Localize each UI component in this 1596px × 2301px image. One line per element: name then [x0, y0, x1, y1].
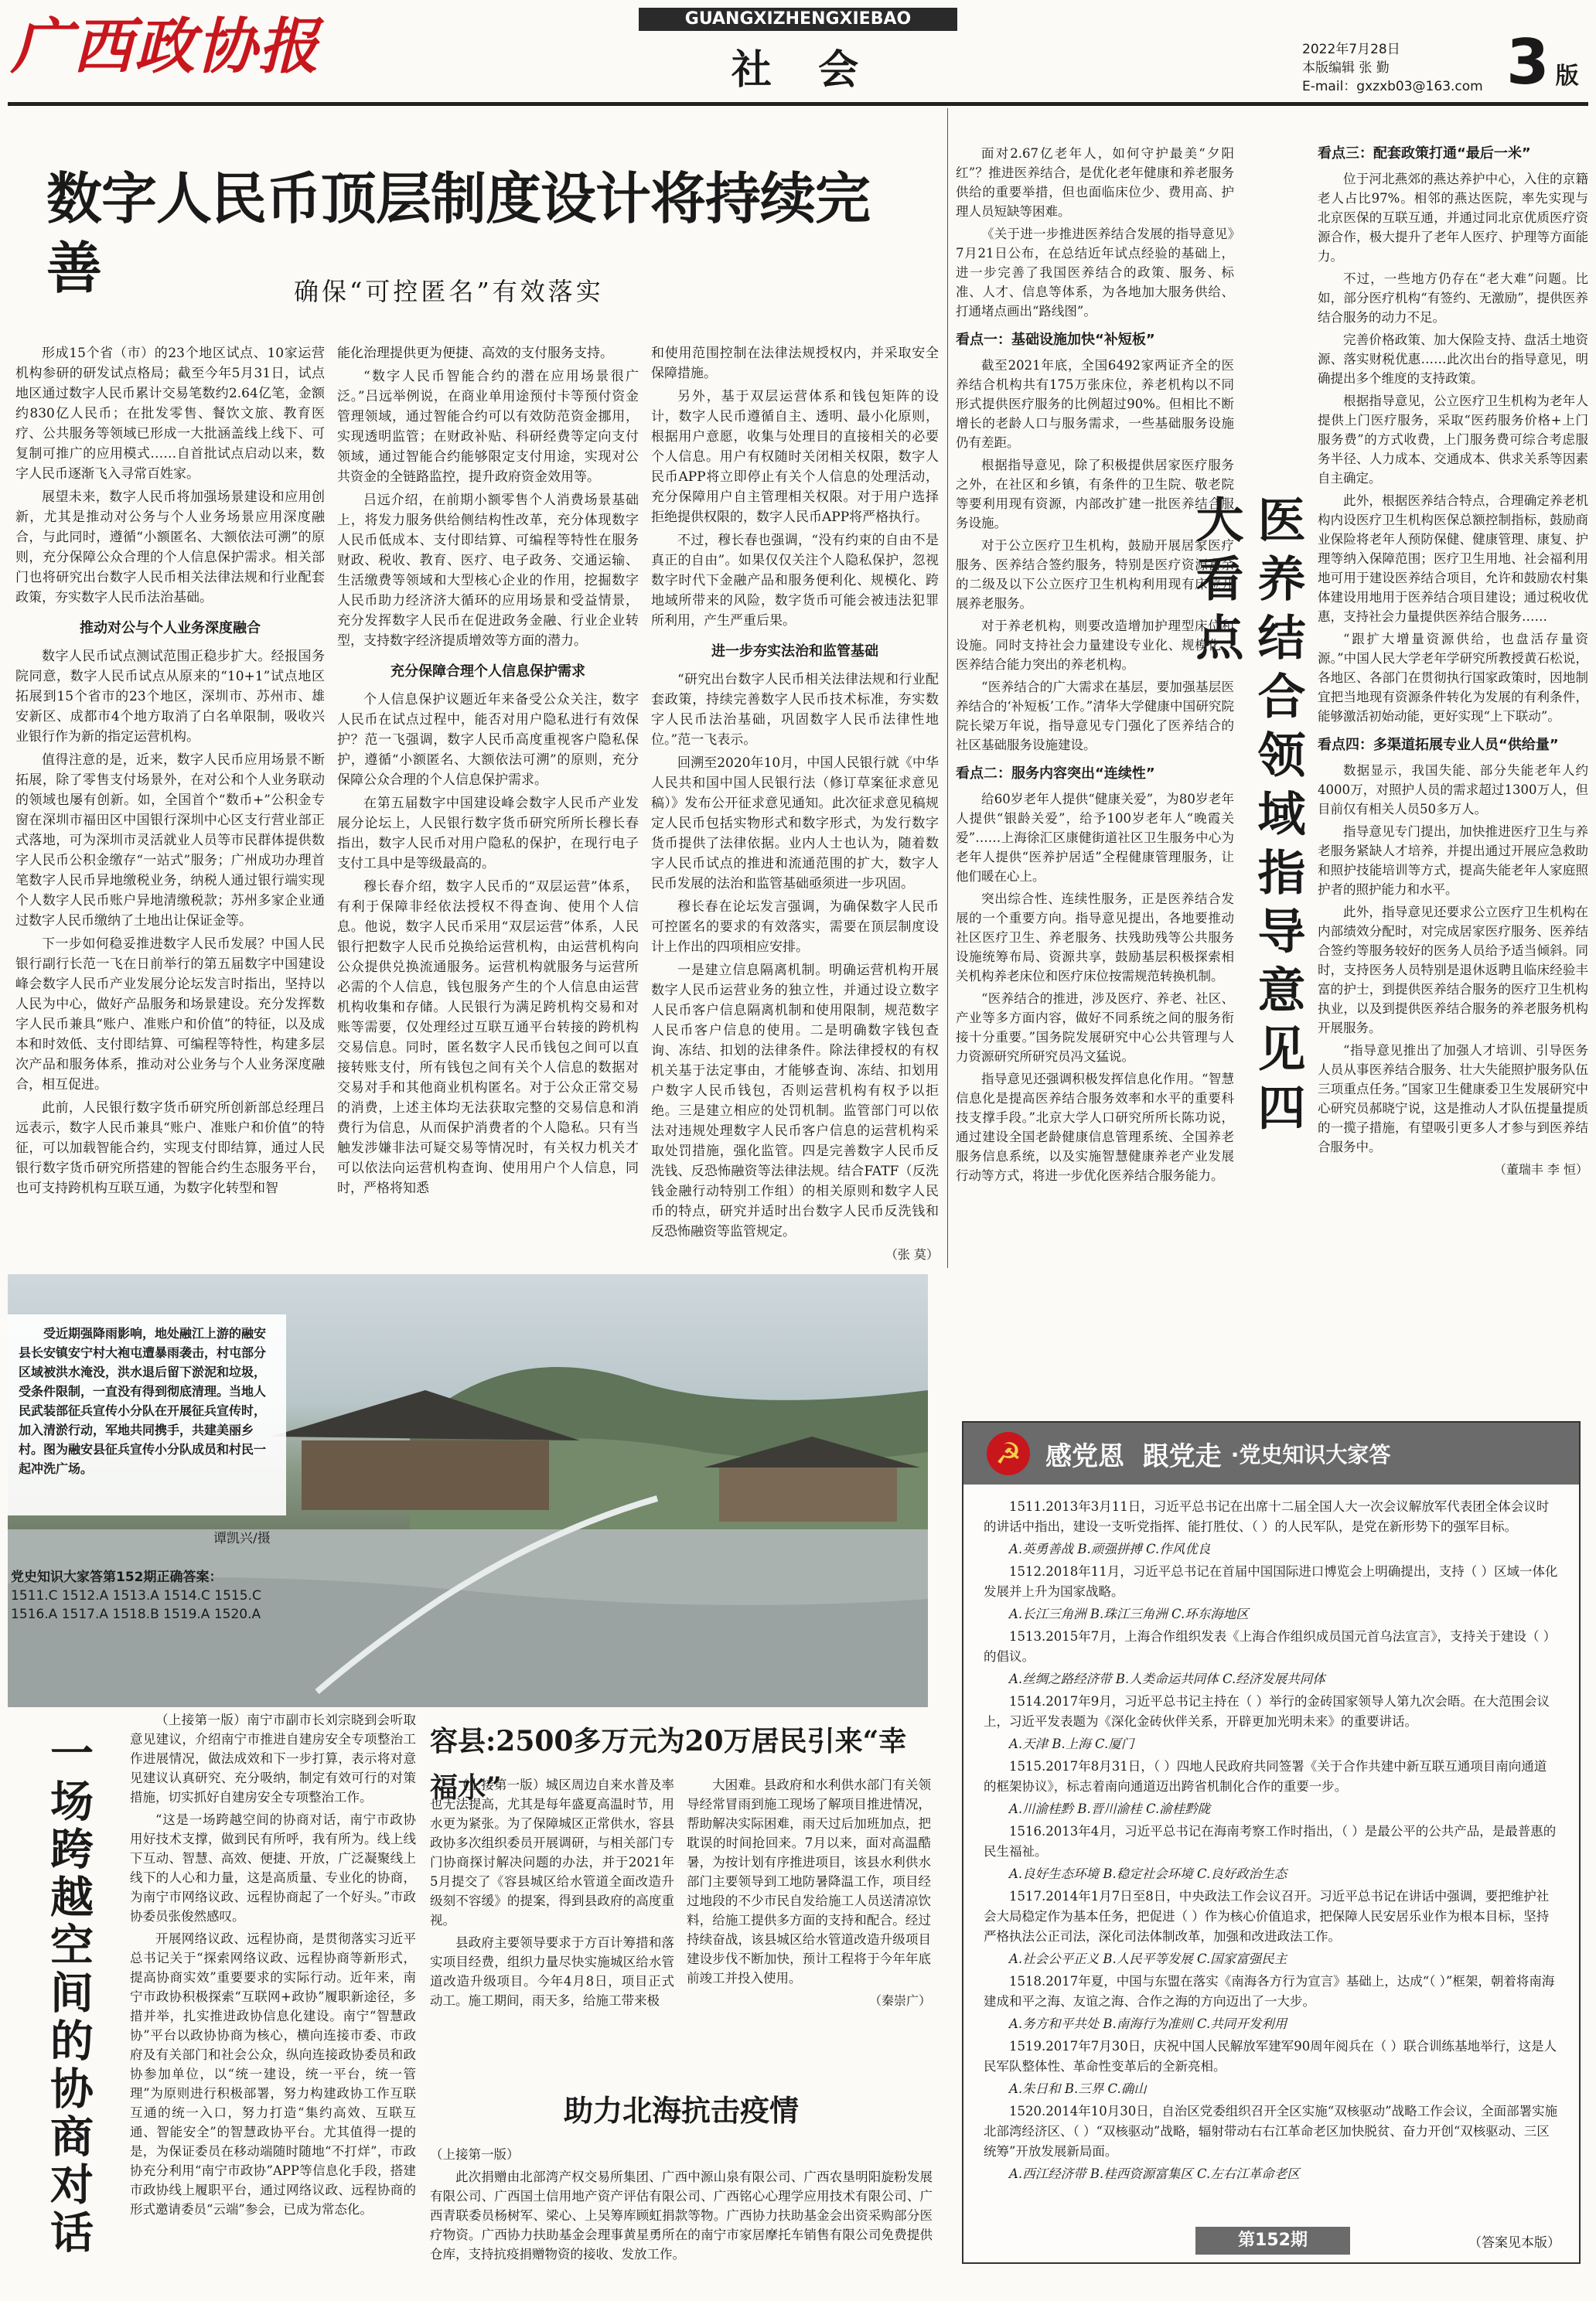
lead-col1-para-5: 下一步如何稳妥推进数字人民币发展？中国人民银行副行长范一飞在日前举行的第五届数字中国建设峰会数字人民币产业发展分论坛发言时指出，坚持以人民为中心，做好产品服务和场景建设。充分发挥数字人民币兼具“账户、准账户和价值”的特征，以及成本和时效低、支付即结算、可编程等特性，构建多层次产品和服务体系，推动对公业务与个人业务深度融合，相互促进。	[15, 936, 325, 1093]
quiz-options: A.丝绸之路经济带 B.人类命运共同体 C.经济发展共同体	[1009, 1672, 1325, 1686]
quiz-issue-tab	[1195, 2227, 1350, 2255]
quiz-question: 1518.2017年夏，中国与东盟在落实《南海各方行为宣言》基础上，达成“（ ）”框架，朝着将南海建成和平之海、友谊之海、合作之海的方向迈出了一大步。	[984, 1974, 1555, 2009]
elder-intro-2: 《关于进一步推进医养结合发展的指导意见》7月21日公布，在总结近年试点经验的基础上，进一步完善了我国医养结合的政策、服务、标准、人才、信息等体系，为各地加大服务供给、打通堵点画出“路线图”。	[956, 227, 1234, 319]
elder-p2-para-1: 给60岁老年人提供“健康关爱”，为80岁老年人提供“银龄关爱”，给予100岁老年人“晚霞关爱”……上海徐汇区康健街道社区卫生服务中心为老年人提供“医养护居适”全程健康管理服务，让他们暖在心上。	[956, 792, 1234, 884]
lead-col1-para-1: 形成15个省（市）的23个地区试点、10家运营机构参研的研发试点格局；截至今年5月31日，试点地区通过数字人民币累计交易笔数约2.64亿笔，金额约830亿人民币；在批发零售、餐饮文旅、教育医疗、公共服务等领域已形成一大批涵盖线上线下、可复制可推广的应用模式……自首批试点启动以来，数字人民币逐渐飞入寻常百姓家。	[15, 346, 325, 482]
elder-p2-para-4: 指导意见还强调积极发挥信息化作用。“智慧信息化是提高医养结合服务效率和水平的重要科技支撑手段。”北京大学人口研究所所长陈功说，通过建设全国老龄健康信息管理系统、全国养老服务信息系统，以及实施智慧健康养老产业发展行动等方式，将进一步优化医养结合服务能力。	[956, 1072, 1234, 1183]
quiz-issue: 第152期	[1238, 2231, 1308, 2250]
elder-byline: （董瑞丰 李 恒）	[1493, 1162, 1588, 1177]
photo-caption: 受近期强降雨影响，地处融江上游的融安县长安镇安宁村大袍屯遭暴雨袭击，村屯部分区域被洪水淹没，洪水退后留下淤泥和垃圾，受条件限制，一直没有得到彻底清理。当地人民武装部征兵宣传小分队在开展征兵宣传时，加入清淤行动，军地共同携手，共建美丽乡村。图为融安县征兵宣传小分队成员和村民一起冲洗广场。	[19, 1326, 267, 1476]
water-para-2: 县政府主要领导要求于方百计筹措和落实项目经费，组织力量尽快实施城区给水管道改造升级项目。今年4月8日，项目正式动工。施工期间，雨天多，给施工带来极	[430, 1935, 674, 2008]
consult-para-2: “这是一场跨越空间的协商对话，南宁市政协用好技术支撑，做到民有所呼，我有所为。线上线下互动、智慧、高效、便捷、开放，广泛凝聚线上线下的人心和力量，这是高质量、专业化的协商，为南宁市网络议政、远程协商起了一个好头。”市政协委员张俊然感叹。	[130, 1812, 416, 1924]
quiz-item	[984, 2037, 1559, 2099]
consult-para-1: （上接第一版）南宁市副市长刘宗晓到会听取意见建议，介绍南宁市推进自建房安全专项整治工作进展情况，做法成效和下一步打算，表示将对意见建议认真研究、充分吸纳，制定有效可行的对策措施，切实抓好自建房安全专项整治工作。	[130, 1713, 416, 1805]
quiz-title-sub: ·党史知识大家答	[1230, 1442, 1391, 1468]
beihai-column	[430, 2145, 933, 2267]
quiz-footer	[963, 2227, 1579, 2255]
quiz-question: 1511.2013年3月11日，习近平总书记在出席十二届全国人大一次会议解放军代表团全体会议时的讲话中指出，建设一支听党指挥、能打胜仗、（ ）的人民军队，是党在新形势下的强军目标。	[984, 1499, 1550, 1534]
lead-byline: （张 莫）	[885, 1247, 939, 1262]
answers-line-2: 1516.A 1517.A 1518.B 1519.A 1520.A	[11, 1607, 261, 1622]
elder-p2-para-3: “医养结合的推进，涉及医疗、养老、社区、产业等多方面内容，做好不同系统之间的服务衔接十分重要。”国务院发展研究中心公共管理与人力资源研究所研究员冯文猛说。	[956, 991, 1234, 1064]
quiz-item	[984, 1562, 1559, 1624]
quiz-item	[984, 1972, 1559, 2034]
quiz-question: 1512.2018年11月，习近平总书记在首届中国国际进口博览会上明确提出，支持（ ）区域一体化发展并上升为国家战略。	[984, 1564, 1558, 1599]
quiz-items	[963, 1485, 1579, 2184]
quiz-item	[984, 1627, 1559, 1689]
elder-p1-para-3: 对于公立医疗卫生机构，鼓励开展居家医疗服务、医养结合签约服务，特别是医疗资源富余的二级及以下公立医疗卫生机构利用现有床位开展养老服务。	[956, 538, 1234, 611]
elder-p3-para-5: 此外，根据医养结合特点，合理确定养老机构内设医疗卫生机构医保总额控制指标，鼓励商业保险将老年人预防保健、健康管理、康复、护理等纳入保障范围；医疗卫生用地、社会福利用地可用于建设医养结合项目，允许和鼓励农村集体建设用地用于医养结合项目建设；通过税收优惠，支持社会力量提供医养结合服务……	[1318, 493, 1588, 624]
masthead-rule	[8, 102, 1588, 106]
quiz-options: A.川渝桂黔 B.晋川渝桂 C.渝桂黔陇	[1009, 1802, 1211, 1816]
quiz-question: 1515.2017年8月31日，（ ）四地人民政府共同签署《关于合作共建中新互联互通项目南向通道的框架协议》，标志着南向通道迈出跨省机制化合作的重要一步。	[984, 1759, 1547, 1794]
elder-p3-para-2: 不过，一些地方仍存在“老大难”问题。比如，部分医疗机构“有签约、无激励”，提供医养结合服务的动力不足。	[1318, 271, 1588, 325]
answers-title: 党史知识大家答第152期正确答案：	[11, 1570, 223, 1585]
elder-p1-para-4: 对于养老机构，则要改造增加护理型床位和设施。同时支持社会力量建设专业化、规模化、医养结合能力突出的养老机构。	[956, 619, 1234, 672]
lead-col2-para-2: “数字人民币智能合约的潜在应用场景很广泛。”吕远举例说，在商业单用途预付卡等预付资金管理领域，通过智能合约可以有效防范资金挪用，实现透明监管；在财政补贴、科研经费等定向支付领域，通过智能合约能够限定支付用途，实现对公共资金的全链路监控，提升政府资金效用等。	[337, 369, 639, 485]
elder-p3-para-1: 位于河北燕郊的燕达养护中心，入住的京籍老人占比97%。相邻的燕达医院，率先实现与北京医保的互联互通，并通过同北京优质医疗资源合作，极大提升了老年人医疗、护理等方面能力。	[1318, 172, 1588, 264]
lead-col1-para-2: 展望未来，数字人民币将加强场景建设和应用创新，尤其是推动对公务与个人业务场景应用深度融合，与此同时，遵循“小额匿名、大额依法可溯”的原则，充分保障公众合理的个人信息保护需求。相关部门也将研究出台数字人民币相关法律法规和行业配套政策，夯实数字人民币法治基础。	[15, 489, 325, 605]
lead-col2-para-6: 穆长春介绍，数字人民币的“双层运营”体系，有利于保障非经依法授权不得查询、使用个人信息。他说，数字人民币采用“双层运营”体系，人民银行把数字人民币兑换给运营机构，由运营机构向公众提供兑换流通服务。运营机构就服务与运营所必需的个人信息，钱包服务产生的个人信息由运营机构收集和存储。人民银行为满足跨机构交易和对账等需要，仅处理经过互联互通平台转接的跨机构交易信息。同时，匿名数字人民币钱包之间可以直接转账支付，所有钱包之间有关个人信息的数据对交易对手和其他商业机构匿名。对于公众正常交易的消费，上述主体均无法获取完整的交易信息和消费行为信息，从而保护消费者的个人隐私。只有当触发涉嫌非法可疑交易等情况时，有关权力机关才可以依法向运营机构查询、使用用户个人信息，同时，严格将知悉	[337, 879, 639, 1196]
pinyin-label: GUANGXIZHENGXIEBAO	[684, 9, 912, 29]
quiz-options: A.长江三角洲 B.珠江三角洲 C.环东海地区	[1009, 1607, 1249, 1621]
photo-credit: 谭凯兴/摄	[213, 1531, 271, 1546]
elder-p3-para-6: “跟扩大增量资源供给，也盘活存量资源。”中国人民大学老年学研究所教授黄石松说，各地区、各部门在贯彻执行国家政策时，因地制宜把当地现有资源条件转化为发展的有利条件，能够激活初始动能，更好实现“上下联动”。	[1318, 632, 1588, 724]
lead-column-2	[337, 343, 639, 1202]
issue-email: E-mail：gxzxb03@163.com	[1302, 79, 1483, 94]
lead-col3-para-3: 不过，穆长春也强调，“没有约束的自由不是真正的自由”。如果仅仅关注个人隐私保护，忽视数字时代下金融产品和服务便利化、规模化、跨地域所带来的风险，数字货币可能会被违法犯罪所利用，产生严重后果。	[651, 533, 939, 629]
issue-meta	[1302, 40, 1503, 96]
lead-col1-para-4: 值得注意的是，近来，数字人民币应用场景不断拓展，除了零售支付场景外，在对公和个人业务联动的领域也屡有创新。如，全国首个“数币+”公积金专窗在深圳市福田区中国银行深圳中心区支行营业部正式落地，可为深圳市灵活就业人员等市民群体提供数字人民币公积金缴存“一站式”服务；广州成功办理首笔数字人民币异地缴税业务，纳税人通过银行端实现个人数字人民币账户异地清缴税款；苏州多家企业通过数字人民币缴纳了土地出让保证金等。	[15, 752, 325, 929]
quiz-options: A.社会公平正义 B.人民平等发展 C.国家富强民主	[1009, 1952, 1287, 1966]
masthead-logo	[11, 5, 320, 90]
elder-vertical-headline: 医养结合领域指导意见四大看点	[1188, 495, 1306, 1141]
party-emblem-icon: ☭	[987, 1432, 1030, 1475]
logo-text: 广西政协报	[11, 12, 321, 82]
quiz-item	[984, 1822, 1559, 1884]
lead-col3-para-1: 和使用范围控制在法律法规授权内，并采取安全保障措施。	[651, 346, 939, 381]
answers-line-1: 1511.C 1512.A 1513.A 1514.C 1515.C	[11, 1588, 261, 1604]
section-title: 社 会	[731, 46, 865, 94]
issue-editor: 本版编辑 张 勤	[1302, 60, 1390, 76]
quiz-header	[963, 1423, 1579, 1485]
lead-col3-para-5: 回溯至2020年10月，中国人民银行就《中华人民共和国中国人民银行法（修订草案征求意见稿）》发布公开征求意见通知。此次征求意见稿规定人民币包括实物形式和数字形式，为发行数字货币提供了法律依据。业内人士也认为，随着数字人民币试点的推进和流通范围的扩大，数字人民币发展的法治和监管基础亟须进一步巩固。	[651, 755, 939, 891]
elder-p4-para-1: 数据显示，我国失能、部分失能老年人约4000万，对照护人员的需求超过1300万人，但目前仅有相关人员50多万人。	[1318, 763, 1588, 816]
quiz-item	[984, 1497, 1559, 1560]
lead-column-1	[15, 343, 325, 1202]
elder-p3-para-3: 完善价格政策、加大保险支持、盘活土地资源、落实财税优惠……此次出台的指导意见，明确提出多个维度的支持政策。	[1318, 332, 1588, 386]
lead-col1-para-6: 此前，人民银行数字货币研究所创新部总经理吕远表示，数字人民币兼具“账户、准账户和价值”的特征，可以加载智能合约，实现支付即结算，通过人民银行数字货币研究所搭建的智能合约生态服务平台，也可支持跨机构互联互通，为数字化转型和智	[15, 1100, 325, 1196]
lead-col3-para-2: 另外，基于双层运营体系和钱包矩阵的设计，数字人民币遵循自主、透明、最小化原则，根据用户意愿，收集与处理目的直接相关的必要个人信息。用户有权随时关闭相关权限，数字人民币APP将立即停止有关个人信息的处理活动，充分保障用户自主管理相关权限。对于用户选择拒绝提供权限的，数字人民币APP将严格执行。	[651, 389, 939, 525]
elder-point-2: 看点二：服务内容突出“连续性”	[956, 765, 1155, 782]
lead-subhead: 确保“可控匿名”有效落实	[294, 277, 604, 306]
quiz-question: 1514.2017年9月，习近平总书记主持在（ ）举行的金砖国家领导人第九次会晤。在大范围会议上，习近平发表题为《深化金砖伙伴关系，开辟更加光明未来》的重要讲话。	[984, 1694, 1550, 1729]
lead-col3-para-4: “研究出台数字人民币相关法律法规和行业配套政策，持续完善数字人民币技术标准，夯实数字人民币法治基础，巩固数字人民币法律性地位。”范一飞表示。	[651, 672, 939, 748]
column-divider	[947, 108, 948, 1268]
elder-p4-para-2: 指导意见专门提出，加快推进医疗卫生与养老服务紧缺人才培养，并提出通过开展应急救助和照护技能培训等方式，提高失能老年人家庭照护者的照护能力和水平。	[1318, 824, 1588, 897]
lead-subheading-2: 充分保障合理个人信息保护需求	[390, 663, 585, 680]
issue-date: 2022年7月28日	[1302, 42, 1400, 57]
lead-col2-para-5: 在第五届数字中国建设峰会数字人民币产业发展分论坛上，人民银行数字货币研究所所长穆长春指出，数字人民币对用户隐私的保护，在现行电子支付工具中是等级最高的。	[337, 796, 639, 871]
quiz-options: A.天津 B.上海 C.厦门	[1009, 1737, 1134, 1751]
elder-point-4: 看点四：多渠道拓展专业人员“供给量”	[1318, 737, 1559, 753]
quiz-item	[984, 1692, 1559, 1754]
lead-col1-para-3: 数字人民币试点测试范围正稳步扩大。经报国务院同意，数字人民币试点从原来的“10+1”试点地区拓展到15个省市的23个地区，深圳市、苏州市、雄安新区、成都市4个地方取消了白名单限制，吸收兴业银行作为新的指定运营机构。	[15, 649, 325, 745]
elder-column-2	[1318, 144, 1588, 1179]
consult-para-3: 开展网络议政、远程协商，是贯彻落实习近平总书记关于“探索网络议政、远程协商等新形式，提高协商实效”重要要求的实际行动。近年来，南宁市政协积极探索“互联网+政协”履职新途径，多措并举，扎实推进政协信息化建设。南宁“智慧政协”平台以政协协商为核心，横向连接市委、市政府及有关部门和社会公众，纵向连接政协委员和政协参加单位，以“统一建设，统一平台，统一管理”为原则进行积极部署，努力构建政协工作互联互通的统一入口，努力打造“集约高效、互联互通、智能安全”的智慧政协平台。尤其值得一提的是，为保证委员在移动端随时随地“不打烊”，市政协充分利用“南宁市政协”APP等信息化手段，搭建市政协线上履职平台，通过网络议政、远程协商的形式邀请委员“云端”参会，已成为常态化。	[130, 1931, 416, 2217]
lead-col2-para-3: 吕远介绍，在前期小额零售个人消费场景基础上，将发力服务供给侧结构性改革，充分体现数字人民币低成本、支付即结算、可编程等特性在服务财政、税收、教育、医疗、电子政务、交通运输、生活缴费等领域和大型核心企业的作用，挖掘数字人民币助力经济济大循环的应用场景和受益情景，充分发挥数字人民币在促进政务金融、行业企业转型，支持数字经济提质增效等方面的潜力。	[337, 493, 639, 649]
quiz-options: A.西江经济带 B.桂西资源富集区 C.左右江革命老区	[1009, 2166, 1300, 2181]
lead-col3-para-6: 穆长春在论坛发言强调，为确保数字人民币可控匿名的要求的有效落实，需要在顶层制度设计上作出的四项相应安排。	[651, 899, 939, 955]
elder-point-1: 看点一：基础设施加快“补短板”	[956, 332, 1155, 348]
elder-p3-para-4: 根据指导意见，公立医疗卫生机构为老年人提供上门医疗服务，采取“医药服务价格+上门服务费”的方式收费，上门服务费可综合考虑服务半径、人力成本、交通成本、供求关系等因素自主确定。	[1318, 394, 1588, 486]
elder-p4-para-4: “指导意见推出了加强人才培训、引导医务人员从事医养结合服务、壮大失能照护服务队伍三项重点任务。”国家卫生健康委卫生发展研究中心研究员郝晓宁说，这是推动人才队伍提量提质的一揽子措施，有望吸引更多人才参与到医养结合服务中。	[1318, 1043, 1588, 1154]
lead-col3-para-7: 一是建立信息隔离机制。明确运营机构开展数字人民币运营业务的独立性，并通过设立数字人民币客户信息隔离机制和使用限制，规范数字人民币客户信息的使用。二是明确数字钱包查询、冻结、扣划的法律条件。除法律授权的有权机关基于法定事由，才能够查询、冻结、扣划用户数字人民币钱包，否则运营机构有权予以拒绝。三是建立相应的处罚机制。监管部门可以依法对违规处理数字人民币客户信息的运营机构采取处罚措施，强化监管。四是完善数字人民币反洗钱、反恐怖融资等法律法规。结合FATF（反洗钱金融行动特别工作组）的相关原则和数字人民币的特点，研究并适时出台数字人民币反洗钱和反恐怖融资等监管规定。	[651, 963, 939, 1239]
beihai-para-2: 此次捐赠由北部湾产权交易所集团、广西中源山泉有限公司、广西农垦明阳旋粉发展有限公司、广西国土信用地产资产评估有限公司、广西铭心心理学应用技术有限公司、广西青联委员杨树军、梁心、上吴筹库顾虹捐款等物。广西协力扶助基金会出资采购部分医疗物资。广西协力扶助基金会理事黄星勇所在的南宁市家居摩托车销售有限公司免费提供仓库，支持抗疫捐赠物资的接收、发放工作。	[430, 2170, 933, 2262]
quiz-options: A.良好生态环境 B.稳定社会环境 C.良好政治生态	[1009, 1866, 1287, 1881]
quiz-question: 1520.2014年10月30日，自治区党委组织召开全区实施“双核驱动”战略工作会议，全面部署实施北部湾经济区、（ ）“双核驱动”战略，辐射带动右右江革命老区加快脱贫、奋力开创“双核驱动、三区统筹”开放发展新局面。	[984, 2104, 1558, 2159]
elder-intro-1: 面对2.67亿老年人，如何守护最美“夕阳红”？推进医养结合，是优化老年健康和养老服务供给的重要举措，但也面临床位少、费用高、护理人员短缺等困难。	[956, 146, 1234, 219]
elder-p1-para-5: “医养结合的广大需求在基层，要加强基层医养结合的‘补短板’工作。”清华大学健康中国研究院院长梁万年说，指导意见专门强化了医养结合的社区基础服务设施建设。	[956, 680, 1234, 752]
quiz-question: 1516.2013年4月，习近平总书记在海南考察工作时指出，（ ）是最公平的公共产品，是最普惠的民生福祉。	[984, 1824, 1557, 1859]
elder-p1-para-2: 根据指导意见，除了积极提供居家医疗服务之外，在社区和乡镇，有条件的卫生院、敬老院等要利用现有资源，内部改扩建一批医养结合服务设施。	[956, 458, 1234, 530]
elder-p2-para-2: 突出综合性、连续性服务，正是医养结合发展的一个重要方向。指导意见提出，各地要推动社区医疗卫生、养老服务、扶残助残等公共服务设施统筹布局、资源共享，鼓励基层积极探索相关机构养老床位和医疗床位按需规范转换机制。	[956, 891, 1234, 983]
quiz-note: （答案见本版）	[1468, 2235, 1560, 2251]
quiz-question: 1519.2017年7月30日，庆祝中国人民解放军建军90周年阅兵在（ ）联合训练基地举行，这是人民军队整体性、革命性变革后的全新亮相。	[984, 2039, 1557, 2074]
elder-p1-para-1: 截至2021年底，全国6492家两证齐全的医养结合机构共有175万张床位，养老机构以不同形式提供医疗服务的比例超过90%。但相比不断增长的老龄人口与服务需求，一些基础服务设施仍有差距。	[956, 358, 1234, 450]
lead-subheading-1: 推动对公与个人业务深度融合	[80, 620, 261, 636]
quiz-box	[962, 1421, 1581, 2264]
lead-column-3	[651, 343, 939, 1265]
quiz-options: A.朱日和 B.三界 C.确山	[1009, 2081, 1147, 2096]
masthead-pinyin	[639, 8, 957, 31]
consult-vertical-headline: 一场跨越空间的协商对话	[43, 1730, 94, 2258]
water-column-2	[687, 1775, 931, 2010]
photo-caption-box	[8, 1314, 286, 1515]
quiz-options: A.务方和平共处 B.南海行为准则 C.共同开发利用	[1009, 2016, 1287, 2031]
water-para-1: （上接第一版）城区周边自来水普及率也无法提高，尤其是每年盛夏高温时节，用水更为紧张。为了保障城区正常供水，容县政协多次组织委员开展调研，与相关部门专门协商探讨解决问题的办法，并于2021年5月提交了《容县城区给水管道全面改造升级刻不容缓》的提案，得到县政府的高度重视。	[430, 1778, 674, 1928]
quiz-item	[984, 1887, 1559, 1969]
quiz-options: A.英勇善战 B.顽强拼搏 C.作风优良	[1009, 1542, 1211, 1556]
answers-box	[11, 1568, 274, 1624]
water-headline: 容县:2500多万元为20万居民引来“幸福水”	[430, 1725, 907, 1804]
page-number-digit: 3	[1506, 26, 1550, 98]
water-para-3: 大困难。县政府和水利供水部门有关领导经常冒雨到施工现场了解项目推进情况，帮助解决实际困难，雨天过后加班加点，把耽误的时间抢回来。7月以来，面对高温酷暑，为按计划有序推进项目，该县水利供水部门主要领导到工地防暑降温工作，项目经过地段的不少市民自发给施工人员送清凉饮料，给施工提供多方面的支持和配合。经过持续奋战，该县城区给水管道改造升级项目建设步伐不断加快，预计工程将于今年年底前竣工并投入使用。	[687, 1778, 931, 1986]
elder-point-3: 看点三：配套政策打通“最后一米”	[1318, 145, 1531, 162]
quiz-question: 1517.2014年1月7日至8日，中央政法工作会议召开。习近平总书记在讲话中强调，要把维护社会大局稳定作为基本任务，把促进（ ）作为核心价值追求，把保障人民安居乐业作为根本目标，坚持严格执法公正司法，深化司法体制改革，加强和改进政法工作。	[984, 1889, 1550, 1944]
lead-col2-para-1: 能化治理提供更为便捷、高效的支付服务支持。	[337, 346, 613, 361]
beihai-para-1: （上接第一版）	[430, 2147, 520, 2162]
quiz-title-main: 感党恩 跟党走	[1045, 1440, 1222, 1472]
beihai-headline: 助力北海抗击疫情	[563, 2094, 799, 2128]
water-byline: （秦崇广）	[868, 1993, 931, 2008]
quiz-item	[984, 1757, 1559, 1819]
lead-col2-para-4: 个人信息保护议题近年来备受公众关注，数字人民币在试点过程中，能否对用户隐私进行有效保护？范一飞强调，数字人民币高度重视客户隐私保护，遵循“小额匿名、大额依法可溯”的原则，充分保障公众合理的个人信息保护需求。	[337, 692, 639, 788]
lead-subheading-3: 进一步夯实法治和监管基础	[711, 643, 878, 660]
quiz-question: 1513.2015年7月，上海合作组织发表《上海合作组织成员国元首乌法宣言》，支持关于建设（ ）的倡议。	[984, 1629, 1557, 1664]
elder-p4-para-3: 此外，指导意见还要求公立医疗卫生机构在内部绩效分配时，对完成居家医疗服务、医养结合签约等服务较好的医务人员给予适当倾斜。同时，支持医务人员特别是退休返聘且临床经验丰富的护士，到提供医养结合服务的医疗卫生机构执业，以及到提供医养结合服务的养老服务机构开展服务。	[1318, 905, 1588, 1035]
consult-column	[130, 1710, 416, 2222]
page-number	[1506, 28, 1591, 97]
page-number-label: 版	[1555, 63, 1579, 90]
lead-headline: 数字人民币顶层制度设计将持续完善	[46, 166, 871, 301]
water-column-1	[430, 1775, 674, 2013]
quiz-item	[984, 2102, 1559, 2184]
